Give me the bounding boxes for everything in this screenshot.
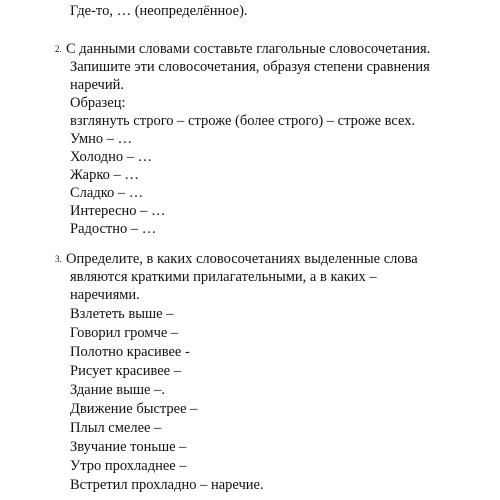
task2-word: Жарко – …	[70, 167, 139, 183]
task2-number: 2.	[55, 44, 62, 54]
task2-word: Холодно – …	[70, 149, 153, 165]
task3-phrase: Движение быстрее –	[70, 401, 198, 417]
task2-word: Интересно – …	[70, 203, 166, 219]
task3-phrase: Утро прохладнее –	[70, 458, 187, 474]
task2-instruction-line-1: С данными словами составьте глагольные словосочетания.	[66, 41, 431, 57]
task3-instruction-line-2: являются краткими прилагательными, а в каких –	[70, 269, 377, 285]
task2-sample: взглянуть строго – строже (более строго) – строже всех.	[70, 113, 416, 129]
task3-instruction-line-3: наречиями.	[70, 287, 140, 303]
task2-instruction-line-2: Запишите эти словосочетания, образуя степени сравнения	[70, 59, 430, 75]
task3-phrase: Плыл смелее –	[70, 420, 162, 436]
task2-sample-label: Образец:	[70, 95, 126, 111]
task2-word: Сладко – …	[70, 185, 144, 201]
task3-phrase: Полотно красивее -	[70, 344, 190, 360]
task3-phrase: Здание выше –.	[70, 382, 165, 398]
task3-phrase: Взлететь выше –	[70, 306, 174, 322]
task3-number: 3.	[55, 254, 62, 264]
task3-phrase: Рисует красивее –	[70, 363, 181, 379]
task3-phrase: Звучание тоньше –	[70, 439, 187, 455]
task3-instruction-line-1: Определите, в каких словосочетаниях выделенные слова	[66, 251, 418, 267]
task1-last-line: Где-то, … (неопределённое).	[70, 3, 248, 19]
task3-phrase: Говорил громче –	[70, 325, 179, 341]
task2-word: Умно – …	[70, 131, 133, 147]
task3-phrase: Встретил прохладно – наречие.	[70, 477, 264, 493]
task2-instruction-line-3: наречий.	[70, 77, 124, 93]
task2-word: Радостно – …	[70, 221, 157, 237]
